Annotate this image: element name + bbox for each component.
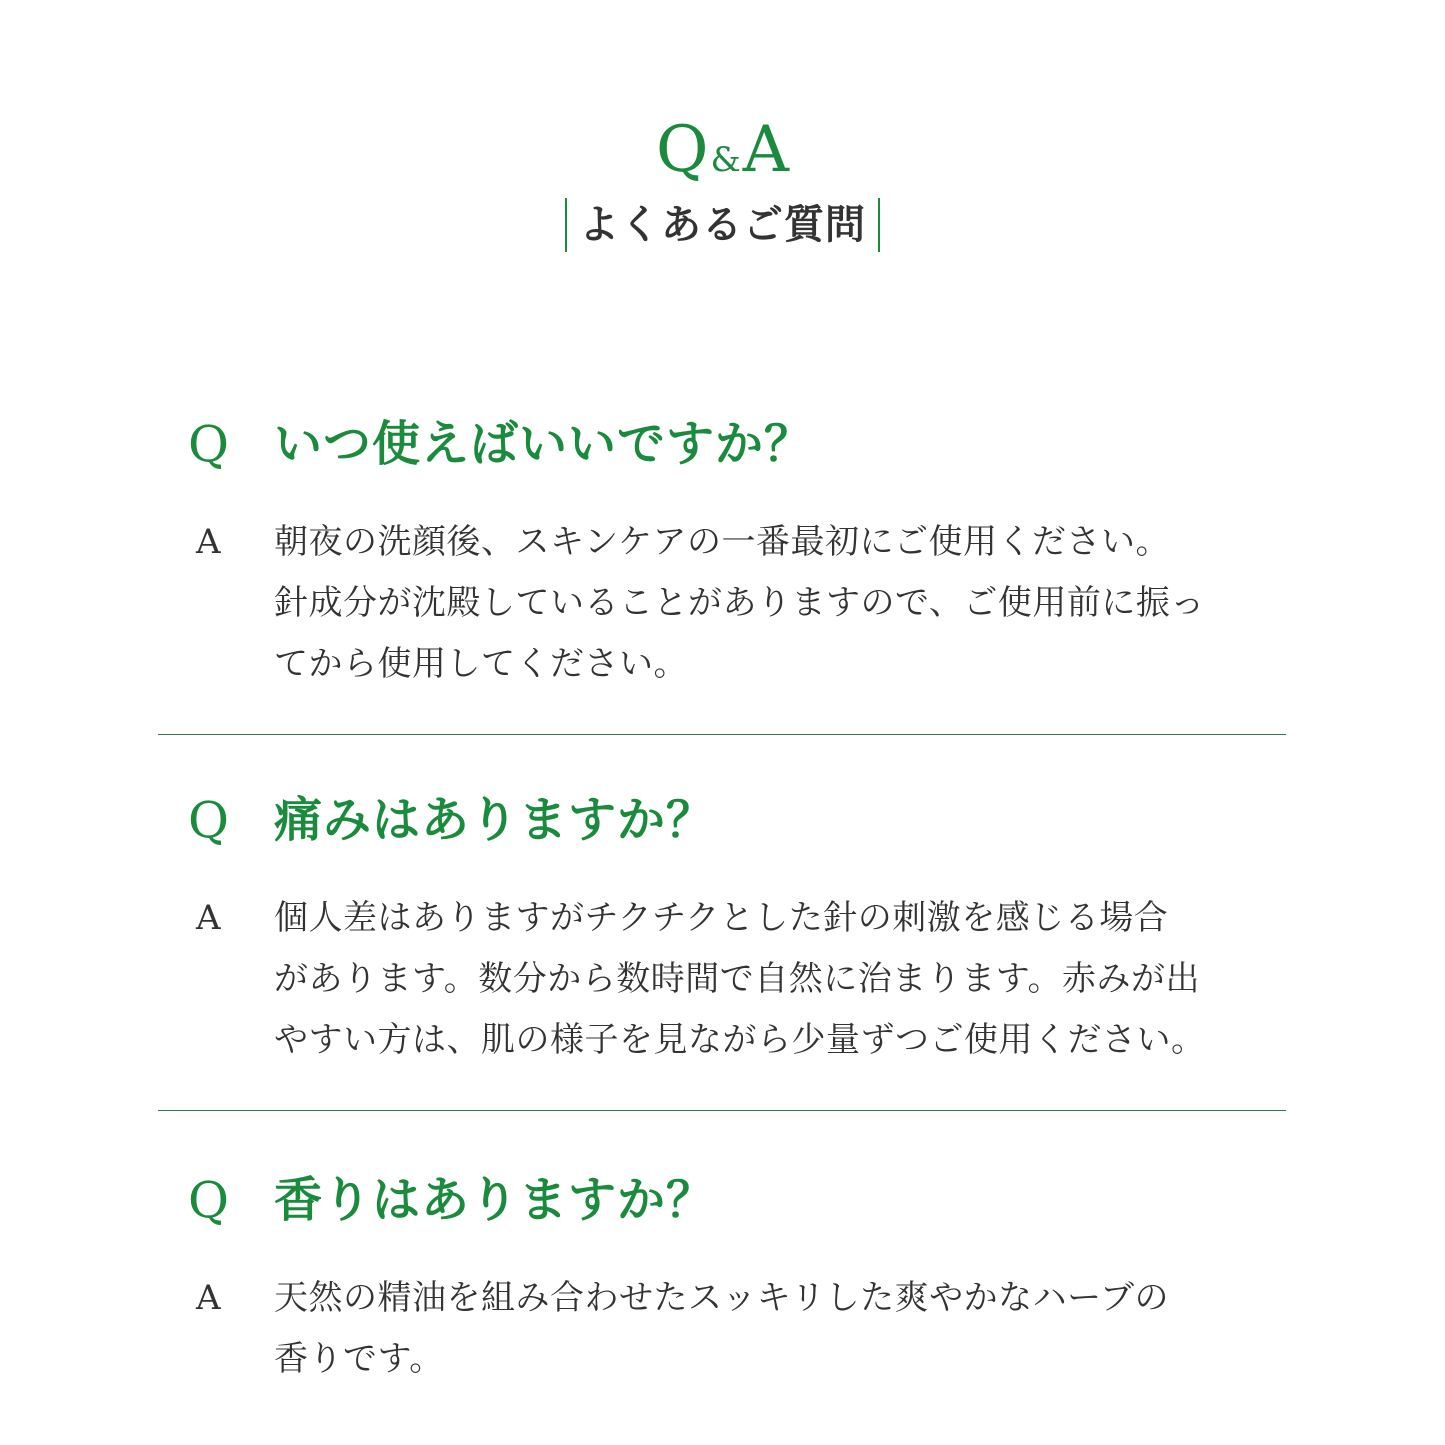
logo-a: A: [742, 113, 789, 187]
question-text: 痛みはありますか？: [274, 792, 716, 848]
faq-item: [158, 790, 1286, 1071]
answer-text: [274, 512, 1274, 695]
subtitle-block: [565, 198, 880, 252]
answer-text: [274, 1268, 1274, 1390]
answer-line: があります。数分から数時間で自然に治まります。赤みが出: [274, 959, 1201, 999]
answer-line: てから使用してください。: [274, 644, 688, 684]
answer-line: やすい方は、肌の様子を見ながら少量ずつご使用ください。: [274, 1020, 1206, 1060]
page-header: [0, 113, 1445, 256]
answer-row: [158, 1268, 1286, 1390]
answer-mark-icon: A: [196, 1278, 221, 1318]
answer-text: [274, 888, 1274, 1071]
answer-line: 香りです。: [274, 1339, 444, 1379]
faq-divider: [158, 1110, 1286, 1111]
logo-q: Q: [656, 113, 709, 187]
question-text: いつ使えばいいですか？: [274, 416, 814, 472]
question-mark-icon: Q: [188, 415, 229, 473]
answer-row: [158, 512, 1286, 695]
qa-logo: [656, 113, 789, 187]
question-mark-icon: Q: [188, 1171, 229, 1229]
question-row: [158, 414, 1286, 474]
logo-ampersand: &: [710, 140, 741, 180]
answer-row: [158, 888, 1286, 1071]
answer-mark-icon: A: [196, 898, 221, 938]
faq-divider: [158, 734, 1286, 735]
answer-line: 朝夜の洗顔後、スキンケアの一番最初にご使用ください。: [274, 522, 1170, 562]
faq-item: [158, 1170, 1286, 1390]
question-row: [158, 1170, 1286, 1230]
question-text: 香りはありますか？: [274, 1172, 716, 1228]
answer-line: 針成分が沈殿していることがありますので、ご使用前に振っ: [274, 583, 1205, 623]
question-mark-icon: Q: [188, 791, 229, 849]
question-row: [158, 790, 1286, 850]
subtitle-right-bar: [878, 198, 880, 252]
faq-item: [158, 414, 1286, 695]
answer-line: 個人差はありますがチクチクとした針の刺激を感じる場合: [274, 898, 1169, 938]
answer-line: 天然の精油を組み合わせたスッキリした爽やかなハーブの: [274, 1278, 1169, 1318]
answer-mark-icon: A: [196, 522, 221, 562]
page-subtitle: よくあるご質問: [579, 202, 866, 248]
